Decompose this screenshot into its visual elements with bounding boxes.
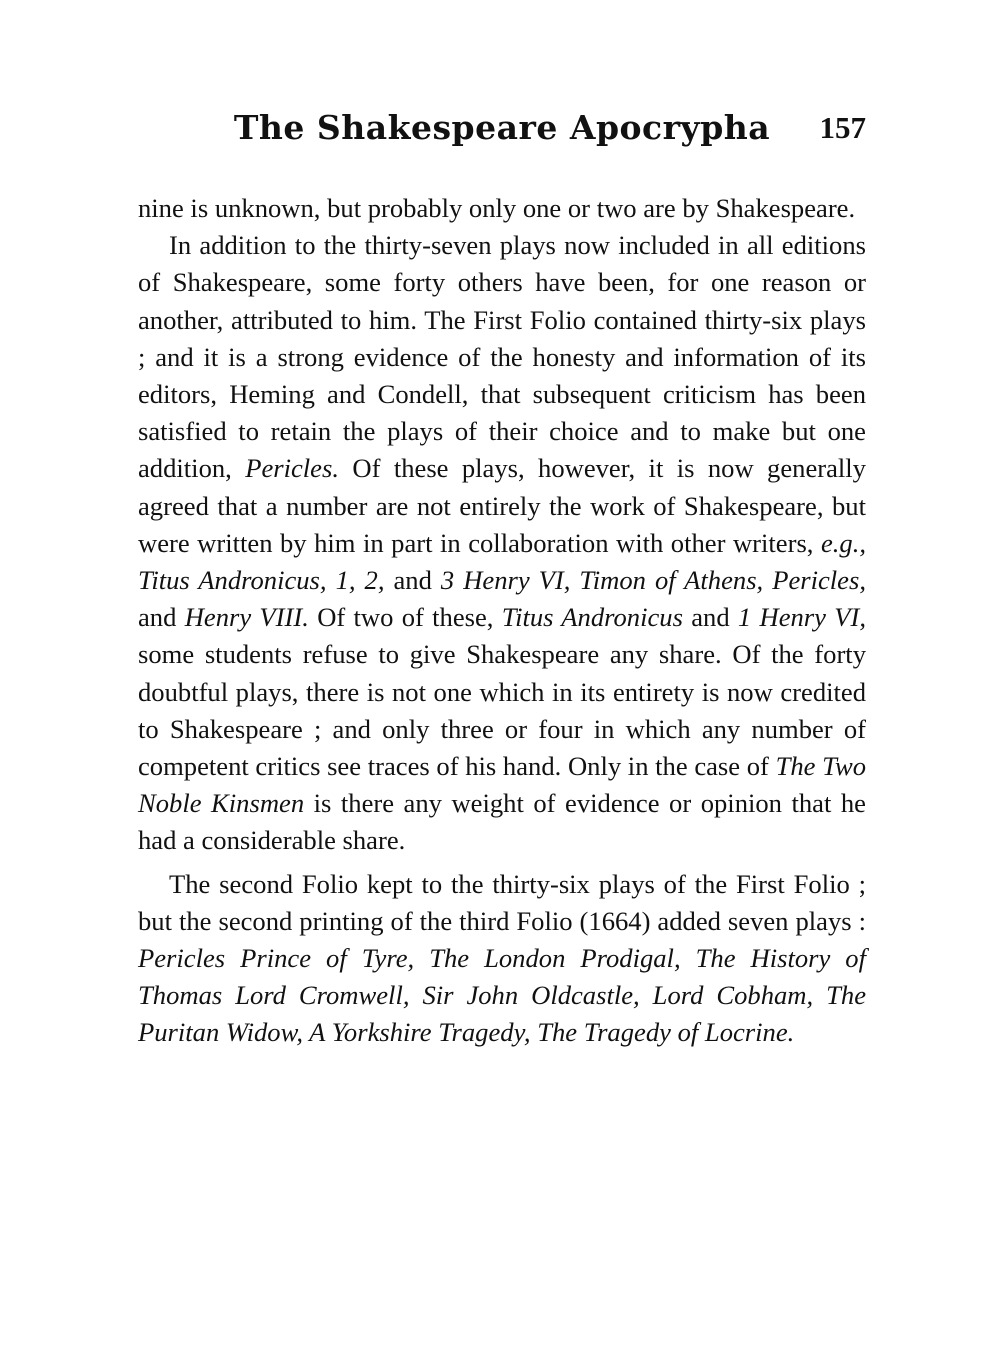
text-run: and [384,565,441,596]
paragraph-continued [138,190,866,227]
paragraph [138,866,866,1052]
italic-run: Pericles. [245,453,339,484]
text-run: some students refuse to give Shakespeare any share. Of the forty doubtful plays, there is not one which in its entirety is now credited to Shakespeare ; and only three or four in which any number of competent critics see traces of his hand. Only in the case of [138,639,866,782]
text-run: nine is unknown, but probably only one or two are by Shakespeare. [138,193,856,223]
italic-run: Pericles Prince of Tyre, The London Prodigal, The History of Thomas Lord Cromwell, Sir John Oldcastle, Lord Cobham, The Puritan Widow, A Yorkshire Tragedy, The Tragedy of Locrine. [138,943,866,1048]
italic-run: Henry VIII. [184,602,309,633]
text-run: Of two of these, [308,602,502,633]
italic-run: 1 Henry VI, [737,602,867,633]
italic-run: Titus Andronicus [501,602,683,633]
running-head [138,104,866,152]
text-run: and [138,602,185,633]
page-number: 157 [819,110,866,145]
running-title: The Shakespeare Apocrypha [233,108,771,147]
text-run: is there any weight of evidence or opinion that he had a considerable share. [138,788,866,856]
text-run: In addition to the thirty-seven plays now included in all editions of Shakespeare, some forty others have been, for one reason or another, attributed to him. The First Folio contained thirty-six plays ; and it is a strong evidence of the honesty and information of its editors, Heming and Condell, that subsequent criticism has been satisfied to retain the plays of their choice and to make but one addition, [138,230,866,484]
body-text [138,190,866,1052]
italic-run: The Two Noble Kinsmen [138,751,866,819]
text-run: The second Folio kept to the thirty-six plays of the First Folio ; but the second printing of the third Folio (1664) added seven plays : [138,868,866,936]
text-run: Of these plays, however, it is now generally agreed that a number are not entirely the work of Shakespeare, but were written by him in part in collaboration with other writers, [138,453,866,558]
paragraph [138,227,866,859]
text-run: and [682,602,738,633]
italic-run: 3 Henry VI, Timon of Athens, Pericles, [440,565,866,596]
italic-run: e.g., Titus Andronicus, 1, 2, [138,527,866,596]
